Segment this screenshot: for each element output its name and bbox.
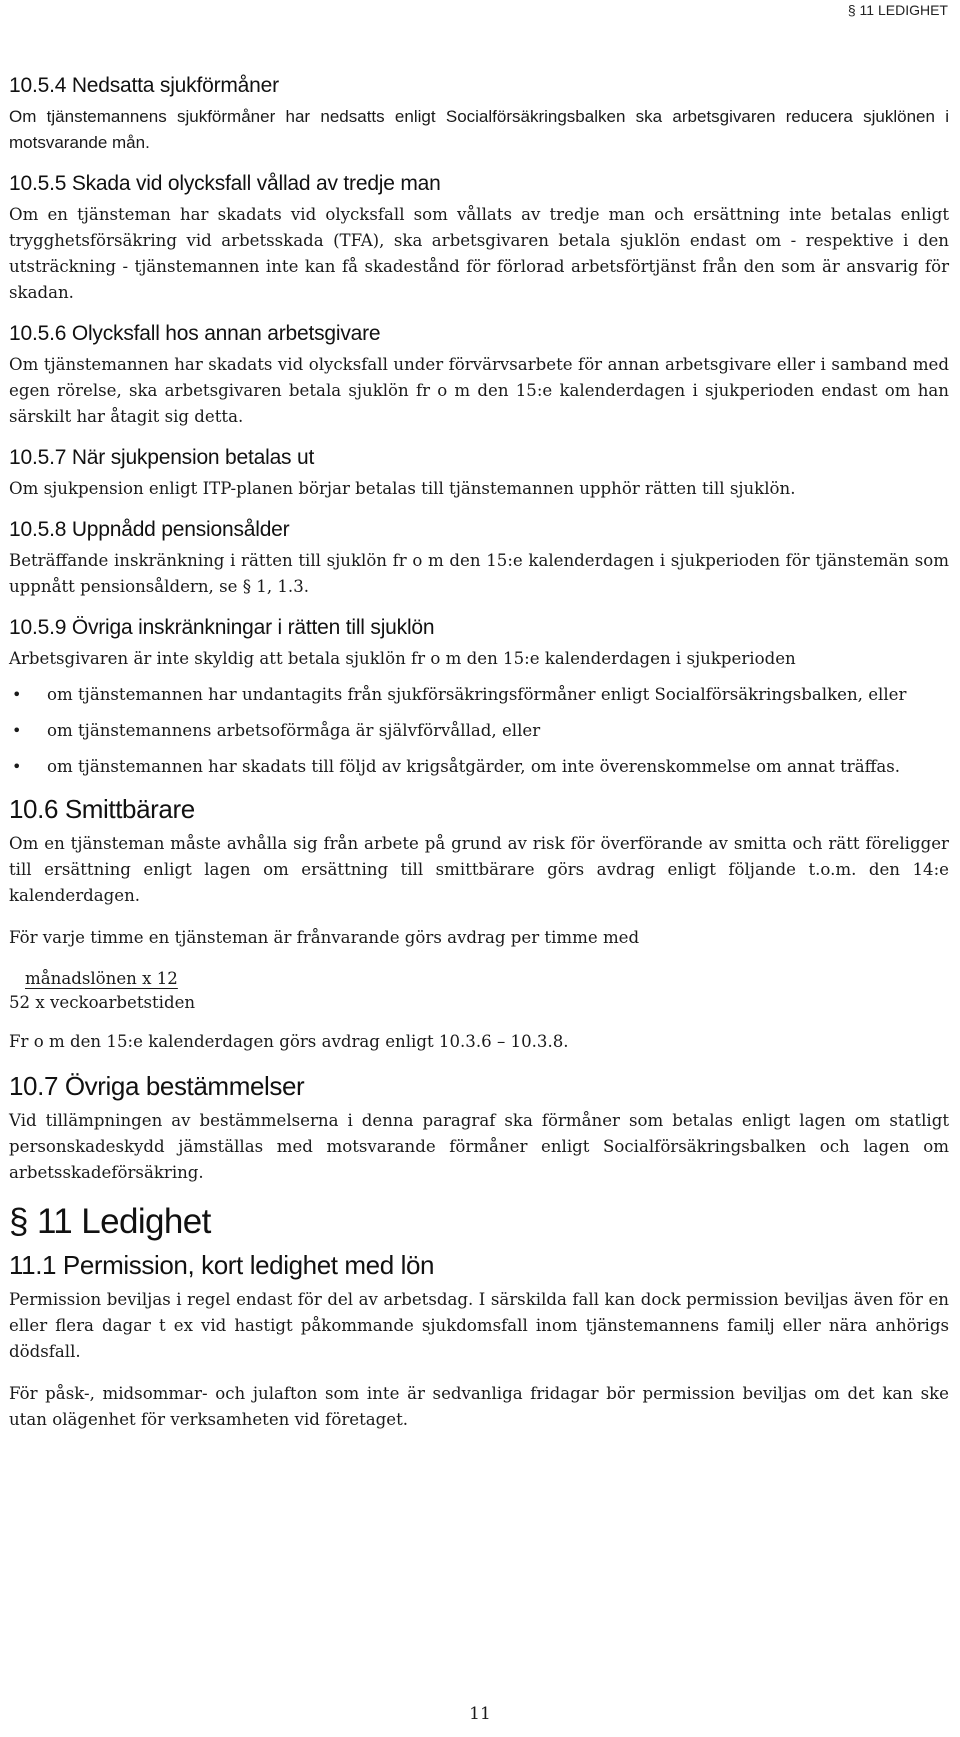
- heading-10-5-4: 10.5.4 Nedsatta sjukförmåner: [9, 74, 279, 97]
- paragraph-11-1-b: För påsk-, midsommar- och julafton som inte är sedvanliga fridagar bör permission beviljas om det kan ske utan olägenhet för verksamheten vid företaget.: [9, 1384, 949, 1429]
- paragraph-10-6-b: För varje timme en tjänsteman är frånvarande görs avdrag per timme med: [9, 928, 640, 947]
- heading-11-1: 11.1 Permission, kort ledighet med lön: [9, 1250, 435, 1280]
- deduction-formula: [9, 967, 949, 1015]
- heading-10-7: 10.7 Övriga bestämmelser: [9, 1071, 305, 1101]
- heading-10-5-7: 10.5.7 När sjukpension betalas ut: [9, 446, 315, 469]
- bullet-icon: •: [12, 721, 22, 740]
- paragraph-10-5-6: Om tjänstemannen har skadats vid olycksfall under förvärvsarbete för annan arbetsgivare eller i samband med egen rörelse, ska arbetsgivaren betala sjuklön fr o m den 15:e kalenderdagen i sjukperioden endast om han särskilt har åtagit sig detta.: [9, 355, 949, 426]
- list-item-text: om tjänstemannen har skadats till följd av krigsåtgärder, om inte överenskommelse om annat träffas.: [47, 757, 901, 776]
- chapter-heading-11: § 11 Ledighet: [9, 1202, 211, 1241]
- heading-10-5-6: 10.5.6 Olycksfall hos annan arbetsgivare: [9, 322, 381, 345]
- page-content: [9, 74, 949, 1449]
- list-item: [9, 718, 949, 744]
- paragraph-10-5-4: Om tjänstemannens sjukförmåner har nedsatts enligt Socialförsäkringsbalken ska arbetsgivaren reducera sjuklönen i motsvarande mån.: [9, 107, 949, 152]
- formula-denominator: 52 x veckoarbetstiden: [9, 993, 196, 1012]
- heading-10-5-9: 10.5.9 Övriga inskränkningar i rätten till sjuklön: [9, 616, 435, 639]
- paragraph-11-1-a: Permission beviljas i regel endast för del av arbetsdag. I särskilda fall kan dock permission beviljas även för en eller flera dagar t ex vid hastigt påkommande sjukdomsfall inom tjänstemannens familj eller nära anhörigs dödsfall.: [9, 1290, 949, 1361]
- list-item: [9, 682, 949, 708]
- paragraph-10-5-7: Om sjukpension enligt ITP-planen börjar betalas till tjänstemannen upphör rätten till sjuklön.: [9, 479, 796, 498]
- heading-10-5-5: 10.5.5 Skada vid olycksfall vållad av tredje man: [9, 172, 441, 195]
- list-item-text: om tjänstemannen har undantagits från sjukförsäkringsförmåner enligt Socialförsäkringsbalken, eller: [47, 685, 907, 704]
- page-number: 11: [469, 1704, 491, 1724]
- paragraph-10-5-8: Beträffande inskränkning i rätten till sjuklön fr o m den 15:e kalenderdagen i sjukperioden för tjänstemän som uppnått pensionsåldern, se § 1, 1.3.: [9, 551, 949, 596]
- bullet-icon: •: [12, 757, 22, 776]
- paragraph-10-5-5: Om en tjänsteman har skadats vid olycksfall som vållats av tredje man och ersättning inte betalas enligt trygghetsförsäkring vid arbetsskada (TFA), ska arbetsgivaren betala sjuklön endast om - respektive i den utsträckning - tjänstemannen inte kan få skadestånd för förlorad arbetsförtjänst från den som är ansvarig för skadan.: [9, 205, 949, 302]
- heading-10-5-8: 10.5.8 Uppnådd pensionsålder: [9, 518, 290, 541]
- paragraph-10-6-c: Fr o m den 15:e kalenderdagen görs avdrag enligt 10.3.6 – 10.3.8.: [9, 1032, 569, 1051]
- paragraph-10-7: Vid tillämpningen av bestämmelserna i denna paragraf ska förmåner som betalas enligt lagen om statligt personskadeskydd jämställas med motsvarande förmåner enligt Socialförsäkringsbalken och lagen om arbetsskadeförsäkring.: [9, 1111, 949, 1182]
- bullet-list: [9, 682, 949, 780]
- list-item-text: om tjänstemannens arbetsoförmåga är självförvållad, eller: [47, 721, 541, 740]
- running-header: § 11 LEDIGHET: [847, 2, 948, 18]
- heading-10-6: 10.6 Smittbärare: [9, 794, 195, 824]
- paragraph-10-5-9-lead: Arbetsgivaren är inte skyldig att betala sjuklön fr o m den 15:e kalenderdagen i sjukperioden: [9, 649, 796, 668]
- list-item: [9, 754, 949, 780]
- bullet-icon: •: [12, 685, 22, 704]
- formula-numerator: månadslönen x 12: [25, 969, 178, 988]
- paragraph-10-6-a: Om en tjänsteman måste avhålla sig från arbete på grund av risk för överförande av smitta och rätt föreligger till ersättning enligt lagen om ersättning till smittbärare görs avdrag enligt följande t.o.m. den 14:e kalenderdagen.: [9, 834, 949, 905]
